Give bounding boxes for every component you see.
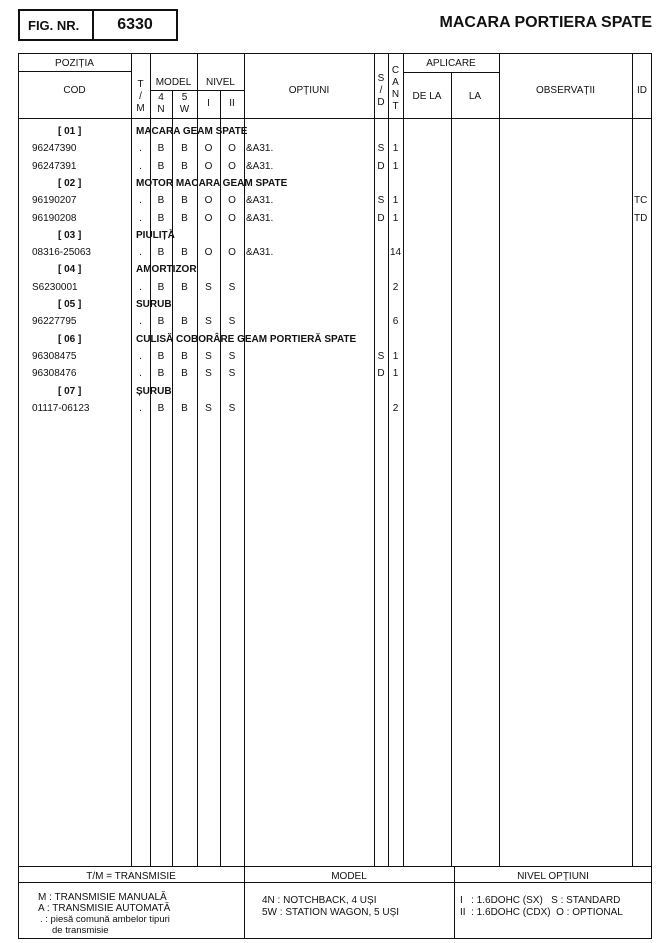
nivel-ii-cell: S	[228, 402, 236, 414]
quantity-cell: 6	[392, 316, 399, 328]
nivel-i-cell: O	[204, 195, 213, 207]
page-title: MACARA PORTIERA SPATE	[439, 14, 652, 31]
part-code: 96190207	[32, 195, 77, 207]
col-optiuni: OPȚIUNI	[288, 85, 330, 96]
side-cell: D	[377, 212, 385, 224]
col-de-la: DE LA	[412, 91, 442, 102]
nivel-i-cell: O	[204, 143, 213, 155]
nivel-ii-cell: O	[228, 212, 236, 224]
grid-line	[150, 90, 244, 91]
nivel-i-cell: S	[205, 350, 212, 362]
group-name: MACARA GEAM SPATE	[136, 126, 248, 137]
model-5w-cell: B	[181, 195, 188, 207]
model-4n-cell: B	[157, 281, 165, 293]
transmission-cell: .	[139, 402, 142, 414]
model-5w-cell: B	[181, 212, 188, 224]
quantity-cell: 1	[392, 195, 399, 207]
part-code: 01117-06123	[32, 402, 90, 414]
option-cell: &A31.	[246, 247, 274, 259]
part-code: 96308475	[32, 350, 77, 362]
transmission-cell: .	[139, 368, 142, 380]
grid-line	[197, 53, 198, 866]
legend-nivel-line: I : 1.6DOHC (SX) S : STANDARD	[460, 895, 621, 906]
nivel-i-cell: O	[204, 160, 213, 172]
model-4n-cell: B	[157, 160, 165, 172]
legend-tm-line: M : TRANSMISIE MANUALĂ	[38, 892, 167, 903]
model-5w-cell: B	[181, 281, 188, 293]
col-cant-2: A	[392, 77, 399, 88]
group-position: [ 05 ]	[58, 299, 82, 310]
col-model: MODEL	[155, 77, 192, 88]
grid-line	[18, 71, 131, 72]
model-5w-cell: B	[181, 247, 188, 259]
group-position: [ 03 ]	[58, 229, 82, 241]
nivel-ii-cell: O	[228, 247, 236, 259]
option-cell: &A31.	[246, 143, 274, 155]
side-cell: S	[377, 143, 385, 155]
col-observatii: OBSERVAȚII	[535, 85, 596, 96]
quantity-cell: 1	[392, 368, 399, 380]
quantity-cell: 1	[392, 143, 399, 155]
col-aplicare: APLICARE	[426, 58, 476, 69]
grid-line	[403, 72, 499, 73]
part-code: 96308476	[32, 368, 77, 380]
figure-number-label: FIG. NR.	[18, 9, 94, 41]
legend-nivel-title: NIVEL OPȚIUNI	[517, 871, 589, 882]
group-name: PIULIȚĂ	[136, 229, 175, 241]
nivel-ii-cell: S	[228, 368, 236, 380]
grid-line	[131, 53, 132, 866]
parts-table-frame	[18, 53, 652, 939]
model-4n-cell: B	[157, 195, 165, 207]
grid-line	[150, 53, 151, 866]
option-cell: &A31.	[246, 160, 274, 172]
group-position: [ 07 ]	[58, 385, 82, 397]
model-4n-cell: B	[157, 316, 165, 328]
col-la: LA	[468, 91, 482, 102]
col-sd-2: /	[379, 85, 383, 96]
model-5w-cell: B	[181, 402, 188, 414]
model-5w-cell: B	[181, 316, 188, 328]
part-code: 08316-25063	[32, 247, 91, 259]
col-nivel-i: I	[207, 98, 210, 109]
model-5w-cell: B	[181, 143, 188, 155]
group-name: MOTOR MACARA GEAM SPATE	[136, 177, 288, 189]
col-5w-top: 5	[181, 92, 188, 103]
grid-line	[499, 53, 500, 866]
transmission-cell: .	[139, 160, 142, 172]
part-code: 96247390	[32, 143, 77, 155]
legend-tm-line: . : piesă comună ambelor tipuri	[40, 914, 170, 925]
col-tm-2: /	[139, 91, 142, 102]
col-cant-4: T	[392, 101, 399, 112]
model-5w-cell: B	[181, 368, 188, 380]
model-4n-cell: B	[157, 247, 165, 259]
nivel-ii-cell: O	[228, 143, 236, 155]
grid-line	[403, 53, 404, 866]
quantity-cell: 1	[392, 160, 399, 172]
group-name: CULISĂ COBORÂRE GEAM PORTIERĂ SPATE	[136, 333, 357, 345]
col-cant-3: N	[391, 89, 400, 100]
side-cell: D	[377, 368, 385, 380]
legend-model-title: MODEL	[331, 871, 367, 882]
transmission-cell: .	[139, 247, 142, 259]
legend-model-line: 5W : STATION WAGON, 5 UȘI	[262, 907, 400, 918]
group-position: [ 01 ]	[58, 126, 82, 137]
grid-line	[18, 882, 652, 883]
col-cant-1: C	[391, 65, 400, 76]
quantity-cell: 14	[389, 247, 402, 259]
model-5w-cell: B	[181, 350, 188, 362]
nivel-i-cell: O	[204, 212, 213, 224]
col-cod: COD	[63, 85, 86, 96]
group-name: ȘURUB	[136, 385, 172, 397]
part-code: 96227795	[32, 316, 77, 328]
quantity-cell: 2	[392, 402, 399, 414]
col-nivel: NIVEL	[206, 77, 235, 88]
side-cell: D	[377, 160, 385, 172]
legend-tm-title: T/M = TRANSMISIE	[86, 871, 176, 882]
col-sd-3: D	[377, 97, 385, 108]
nivel-ii-cell: S	[228, 316, 236, 328]
grid-line	[451, 72, 452, 866]
legend-tm-line: de transmisie	[52, 925, 109, 936]
id-cell: TD	[634, 212, 648, 224]
transmission-cell: .	[139, 350, 142, 362]
nivel-i-cell: S	[205, 368, 212, 380]
quantity-cell: 1	[392, 212, 399, 224]
legend-tm-line: A : TRANSMISIE AUTOMATĂ	[38, 903, 171, 914]
part-code: 96247391	[32, 160, 77, 172]
id-cell: TC	[634, 195, 648, 207]
model-4n-cell: B	[157, 350, 165, 362]
group-position: [ 04 ]	[58, 264, 82, 276]
option-cell: &A31.	[246, 212, 274, 224]
nivel-i-cell: O	[204, 247, 213, 259]
nivel-i-cell: S	[205, 402, 212, 414]
side-cell: S	[377, 350, 385, 362]
part-code: S6230001	[32, 281, 78, 293]
nivel-ii-cell: O	[228, 195, 236, 207]
model-4n-cell: B	[157, 212, 165, 224]
group-name: AMORTIZOR	[136, 264, 197, 276]
model-4n-cell: B	[157, 368, 165, 380]
col-tm-1: T	[137, 79, 144, 90]
grid-line	[18, 118, 652, 119]
grid-line	[244, 53, 245, 866]
col-pozitia: POZIȚIA	[55, 58, 94, 69]
col-sd-1: S	[377, 73, 385, 84]
col-tm-3: M	[136, 103, 145, 114]
nivel-i-cell: S	[205, 316, 212, 328]
transmission-cell: .	[139, 143, 142, 155]
nivel-ii-cell: O	[228, 160, 236, 172]
nivel-i-cell: S	[205, 281, 212, 293]
option-cell: &A31.	[246, 195, 274, 207]
figure-number: 6330	[92, 9, 178, 41]
legend-nivel-line: II : 1.6DOHC (CDX) O : OPTIONAL	[460, 907, 623, 918]
part-code: 96190208	[32, 212, 77, 224]
transmission-cell: .	[139, 316, 142, 328]
grid-line	[632, 53, 633, 866]
grid-line	[374, 53, 375, 866]
nivel-ii-cell: S	[228, 350, 236, 362]
transmission-cell: .	[139, 212, 142, 224]
model-5w-cell: B	[181, 160, 188, 172]
group-position: [ 06 ]	[58, 333, 82, 345]
nivel-ii-cell: S	[228, 281, 236, 293]
group-position: [ 02 ]	[58, 177, 82, 189]
col-id: ID	[637, 85, 647, 96]
transmission-cell: .	[139, 195, 142, 207]
grid-line	[18, 866, 652, 867]
grid-line	[388, 53, 389, 866]
transmission-cell: .	[139, 281, 142, 293]
model-4n-cell: B	[157, 402, 165, 414]
col-4n-top: 4	[158, 92, 164, 103]
legend-model-line: 4N : NOTCHBACK, 4 UȘI	[262, 895, 377, 906]
side-cell: S	[377, 195, 385, 207]
col-nivel-ii: II	[229, 98, 235, 109]
quantity-cell: 2	[392, 281, 399, 293]
col-5w-bottom: W	[179, 104, 190, 115]
col-4n-bottom: N	[157, 104, 165, 115]
group-name: SURUB	[136, 299, 172, 310]
model-4n-cell: B	[157, 143, 165, 155]
quantity-cell: 1	[392, 350, 399, 362]
